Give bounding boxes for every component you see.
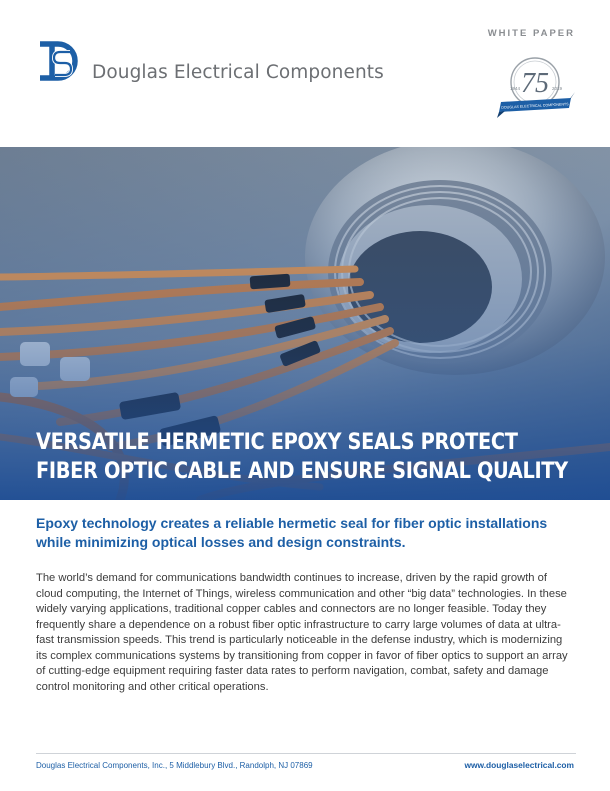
badge-year-start: 1944 (509, 86, 521, 91)
subheading: Epoxy technology creates a reliable hermetic seal for fiber optic installations while minimizing optical losses and design constraints. (36, 515, 548, 550)
headline (36, 428, 568, 486)
body-paragraph: The world’s demand for communications bandwidth continues to increase, driven by the rapid growth of cloud computing, the Internet of Things, wireless communication and other “big data” technologies. In these widely varying applications, traditional copper cables and connectors are no longer feasible. Today they frequently share a dependence on a robust fiber optic infrastructure to carry large volumes of data at ultra-fast transmission speeds. This trend is particularly noticeable in the defense industry, which is modernizing its complex communications systems by transitioning from copper in favor of fiber optics to support an array of cutting-edge equipment requiring faster data rates to perform navigation, combat, safety and damage control monitoring and other critical operations. (36, 572, 568, 693)
badge-number: 75 (521, 68, 549, 99)
footer-divider (36, 753, 576, 754)
footer-address: Douglas Electrical Components, Inc., 5 Middlebury Blvd., Randolph, NJ 07869 (36, 761, 313, 770)
badge-ribbon-text: DOUGLAS ELECTRICAL COMPONENTS (501, 102, 569, 110)
anniversary-badge-icon (497, 52, 575, 120)
document-type-label: WHITE PAPER (487, 28, 575, 39)
badge-year-end: 2019 (551, 86, 563, 91)
douglas-logo-icon (37, 38, 83, 84)
footer-website-link[interactable]: www.douglaselectrical.com (464, 760, 574, 770)
company-name: Douglas Electrical Components (92, 62, 384, 83)
headline-line-1: VERSATILE HERMETIC EPOXY SEALS PROTECT (36, 429, 518, 455)
headline-line-2: FIBER OPTIC CABLE AND ENSURE SIGNAL QUALITY (36, 458, 568, 484)
page-header (0, 0, 610, 147)
